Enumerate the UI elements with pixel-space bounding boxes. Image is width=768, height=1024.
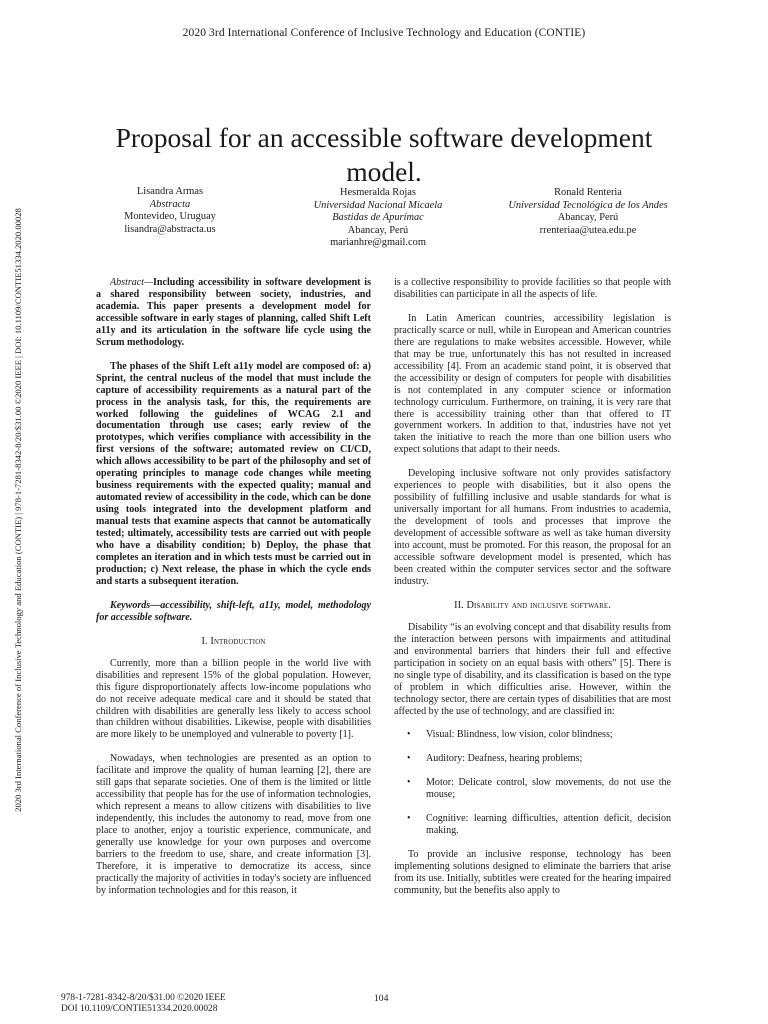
body-paragraph: Nowadays, when technologies are presented as an option to facilitate and improve the quality of human learning [2], there are still gaps that separate societies. One of them is the limited or little accessibility that people has for the use of information technologies, which represent a means to allow citizens with disabilities to live independently, this includes the autonomy to read, move from one place to another, enjoy a touristic experience, communicate, and generally use knowledge for your own purposes and overcome barriers to the freedom to use, share, and create information [3]. Therefore, it is imperative to democratize its access, since practically the majority of activities in today's society are influenced by information technologies and for this reason, it <box>96 753 371 896</box>
author-name: Lisandra Armas <box>136 186 204 197</box>
abstract-paragraph-2: The phases of the Shift Left a11y model are composed of: a) Sprint, the central nucleus of the model that must include the capture of accessibility requirements as a natural part of the process in the analysis task, for this, the requirements are worked following the guidelines of WCAG 2.1 and documentation through use cases; early review of the prototypes, which verifies compliance with accessibility in the first versions of the software; automated review on CI/CD, which allows accessibility to be part of the philosophy and set of operating principles to manage code changes while meeting business requirements with the expected quality; manual and automated review of accessibility in the code, which can be done using tools integrated into the development platform and manual tests that examine aspects that cannot be automatically tested; ultimately, accessibility tests are carried out with people who have a disability condition; b) Deploy, the phase that completes an iteration and in which tests must be carried out in production; c) Next release, the phase in which the cycle ends and starts a subsequent iteration. <box>96 360 371 587</box>
body-paragraph: Disability “is an evolving concept and that disability results from the interaction between persons with impairments and attitudinal and environmental barriers that hinders their full and effective participation in society on an equal basis with others” [5]. There is no single type of disability, and its classification is based on the type of problem in which difficulties arise. However, within the technology sector, there are certain types of disabilities that are most affected by the use of technology, and are classified in: <box>394 621 671 717</box>
conference-header: 2020 3rd International Conference of Inclusive Technology and Education (CONTIE) <box>182 27 586 39</box>
bullet-icon: • <box>407 777 411 789</box>
body-paragraph: To provide an inclusive response, technology has been implementing solutions designed to eliminate the barriers that arise from its use. Initially, subtitles were created for the hearing impaired community, but the benefits also apply to <box>394 849 671 897</box>
author-affiliation: Abstracta <box>149 198 191 210</box>
left-column <box>96 277 371 897</box>
section-title: Disability and inclusive software. <box>466 599 611 611</box>
footer-publication-info <box>61 993 226 1015</box>
paper-title: Proposal for an accessible software development model. <box>115 122 653 188</box>
author-affiliation: Universidad Nacional Micaela <box>313 199 443 211</box>
abstract-lead: Abstract— <box>110 277 153 288</box>
body-paragraph-continued: is a collective responsibility to provide facilities so that people with disabilities can participate in all the aspects of life. <box>394 277 671 300</box>
page-number: 104 <box>374 993 389 1004</box>
bullet-icon: • <box>407 729 411 741</box>
list-item: • Auditory: Deafness, hearing problems; <box>407 753 583 765</box>
author-affiliation-line2: Bastidas de Apurímac <box>332 212 424 223</box>
author-email: marianhre@gmail.com <box>330 237 426 248</box>
right-column <box>394 277 671 897</box>
body-paragraph: Currently, more than a billion people in the world live with disabilities and represent 15% of the global population. However, this figure disproportionately affects low-income populations who do not receive adequate medical care and it should be stated that children with disabilities are generally less likely to access school than children without disabilities. Likewise, people with disabilities are more likely to be unemployed and vulnerable to poverty [1]. <box>96 657 371 741</box>
author-affiliation: Universidad Tecnológica de los Andes <box>508 199 668 211</box>
abstract-paragraph <box>96 277 371 349</box>
keywords: Keywords—accessibility, shift-left, a11y, model, methodology for accessible software. <box>96 599 371 623</box>
side-strip-text: 2020 3rd International Conference of Inclusive Technology and Education (CONTIE) | 978-1-7281-8342-8/20/$31.00 ©2020 IEEE | DOI: 10.1109/CONTIE51334.2020.00028 <box>13 208 23 812</box>
footer-isbn: 978-1-7281-8342-8/20/$31.00 ©2020 IEEE <box>61 993 226 1003</box>
section-heading-disability <box>394 600 671 612</box>
section-number: II. <box>454 599 464 611</box>
body-paragraph: Developing inclusive software not only provides satisfactory experiences to people with disabilities, but it also opens the possibility of fulfilling inclusive and usable standards for what is universally important for all humans. From industries to academia, the development of tools and processes that improve the development of accessible software as well as take human diversity into account, must be promoted. For this reason, the proposal for an accessible software development model is presented, which has been created within the computer services sector and the software industry. <box>394 468 671 587</box>
author-location: Montevideo, Uruguay <box>124 211 216 222</box>
author-email: rrenteriaa@utea.edu.pe <box>539 224 637 236</box>
bullet-icon: • <box>407 753 411 765</box>
author-location: Abancay, Perú <box>347 224 409 236</box>
author-location: Abancay, Perú <box>557 212 619 223</box>
bullet-icon: • <box>407 813 411 825</box>
footer-doi: DOI 10.1109/CONTIE51334.2020.00028 <box>61 1004 218 1014</box>
section-number: I. <box>201 635 208 647</box>
author-name: Hesmeralda Rojas <box>340 187 416 198</box>
list-item: • Visual: Blindness, low vision, color blindness; <box>407 729 613 741</box>
author-block-3 <box>498 187 678 237</box>
section-title: Introduction <box>210 635 266 647</box>
list-item: • Motor: Delicate control, slow movements, do not use the mouse; <box>407 777 671 801</box>
author-email: lisandra@abstracta.us <box>124 223 216 235</box>
section-heading-introduction <box>96 636 371 648</box>
author-name: Ronald Renteria <box>554 187 622 198</box>
list-item: • Cognitive: learning difficulties, attention deficit, decision making. <box>407 813 671 837</box>
author-block-2 <box>290 187 466 250</box>
body-paragraph: In Latin American countries, accessibility legislation is practically scarce or null, while in European and American countries there are regulations to make websites accessible. However, while that may be true, unfortunately this has not resulted in increased accessibility [4]. From an academic stand point, it is observed that the accessibility or design of computers for people with disabilities is not contemplated in any computer science or information technology curriculum. Furthermore, on training, it is very rare that there is accessibility training other than that offered to IT government workers. In addition to that, industries have not yet taken the initiative to reach the more than one billion users who expect solutions that adapt to their needs. <box>394 312 671 456</box>
disability-list <box>394 729 671 837</box>
author-block-1 <box>90 186 250 236</box>
abstract-text: Including accessibility in software development is a shared responsibility between society, industries, and academia. This paper presents a development model for accessible software in early stages of planning, called Shift Left a11y and its articulation in the software life cycle using the Scrum methodology. <box>96 277 371 348</box>
